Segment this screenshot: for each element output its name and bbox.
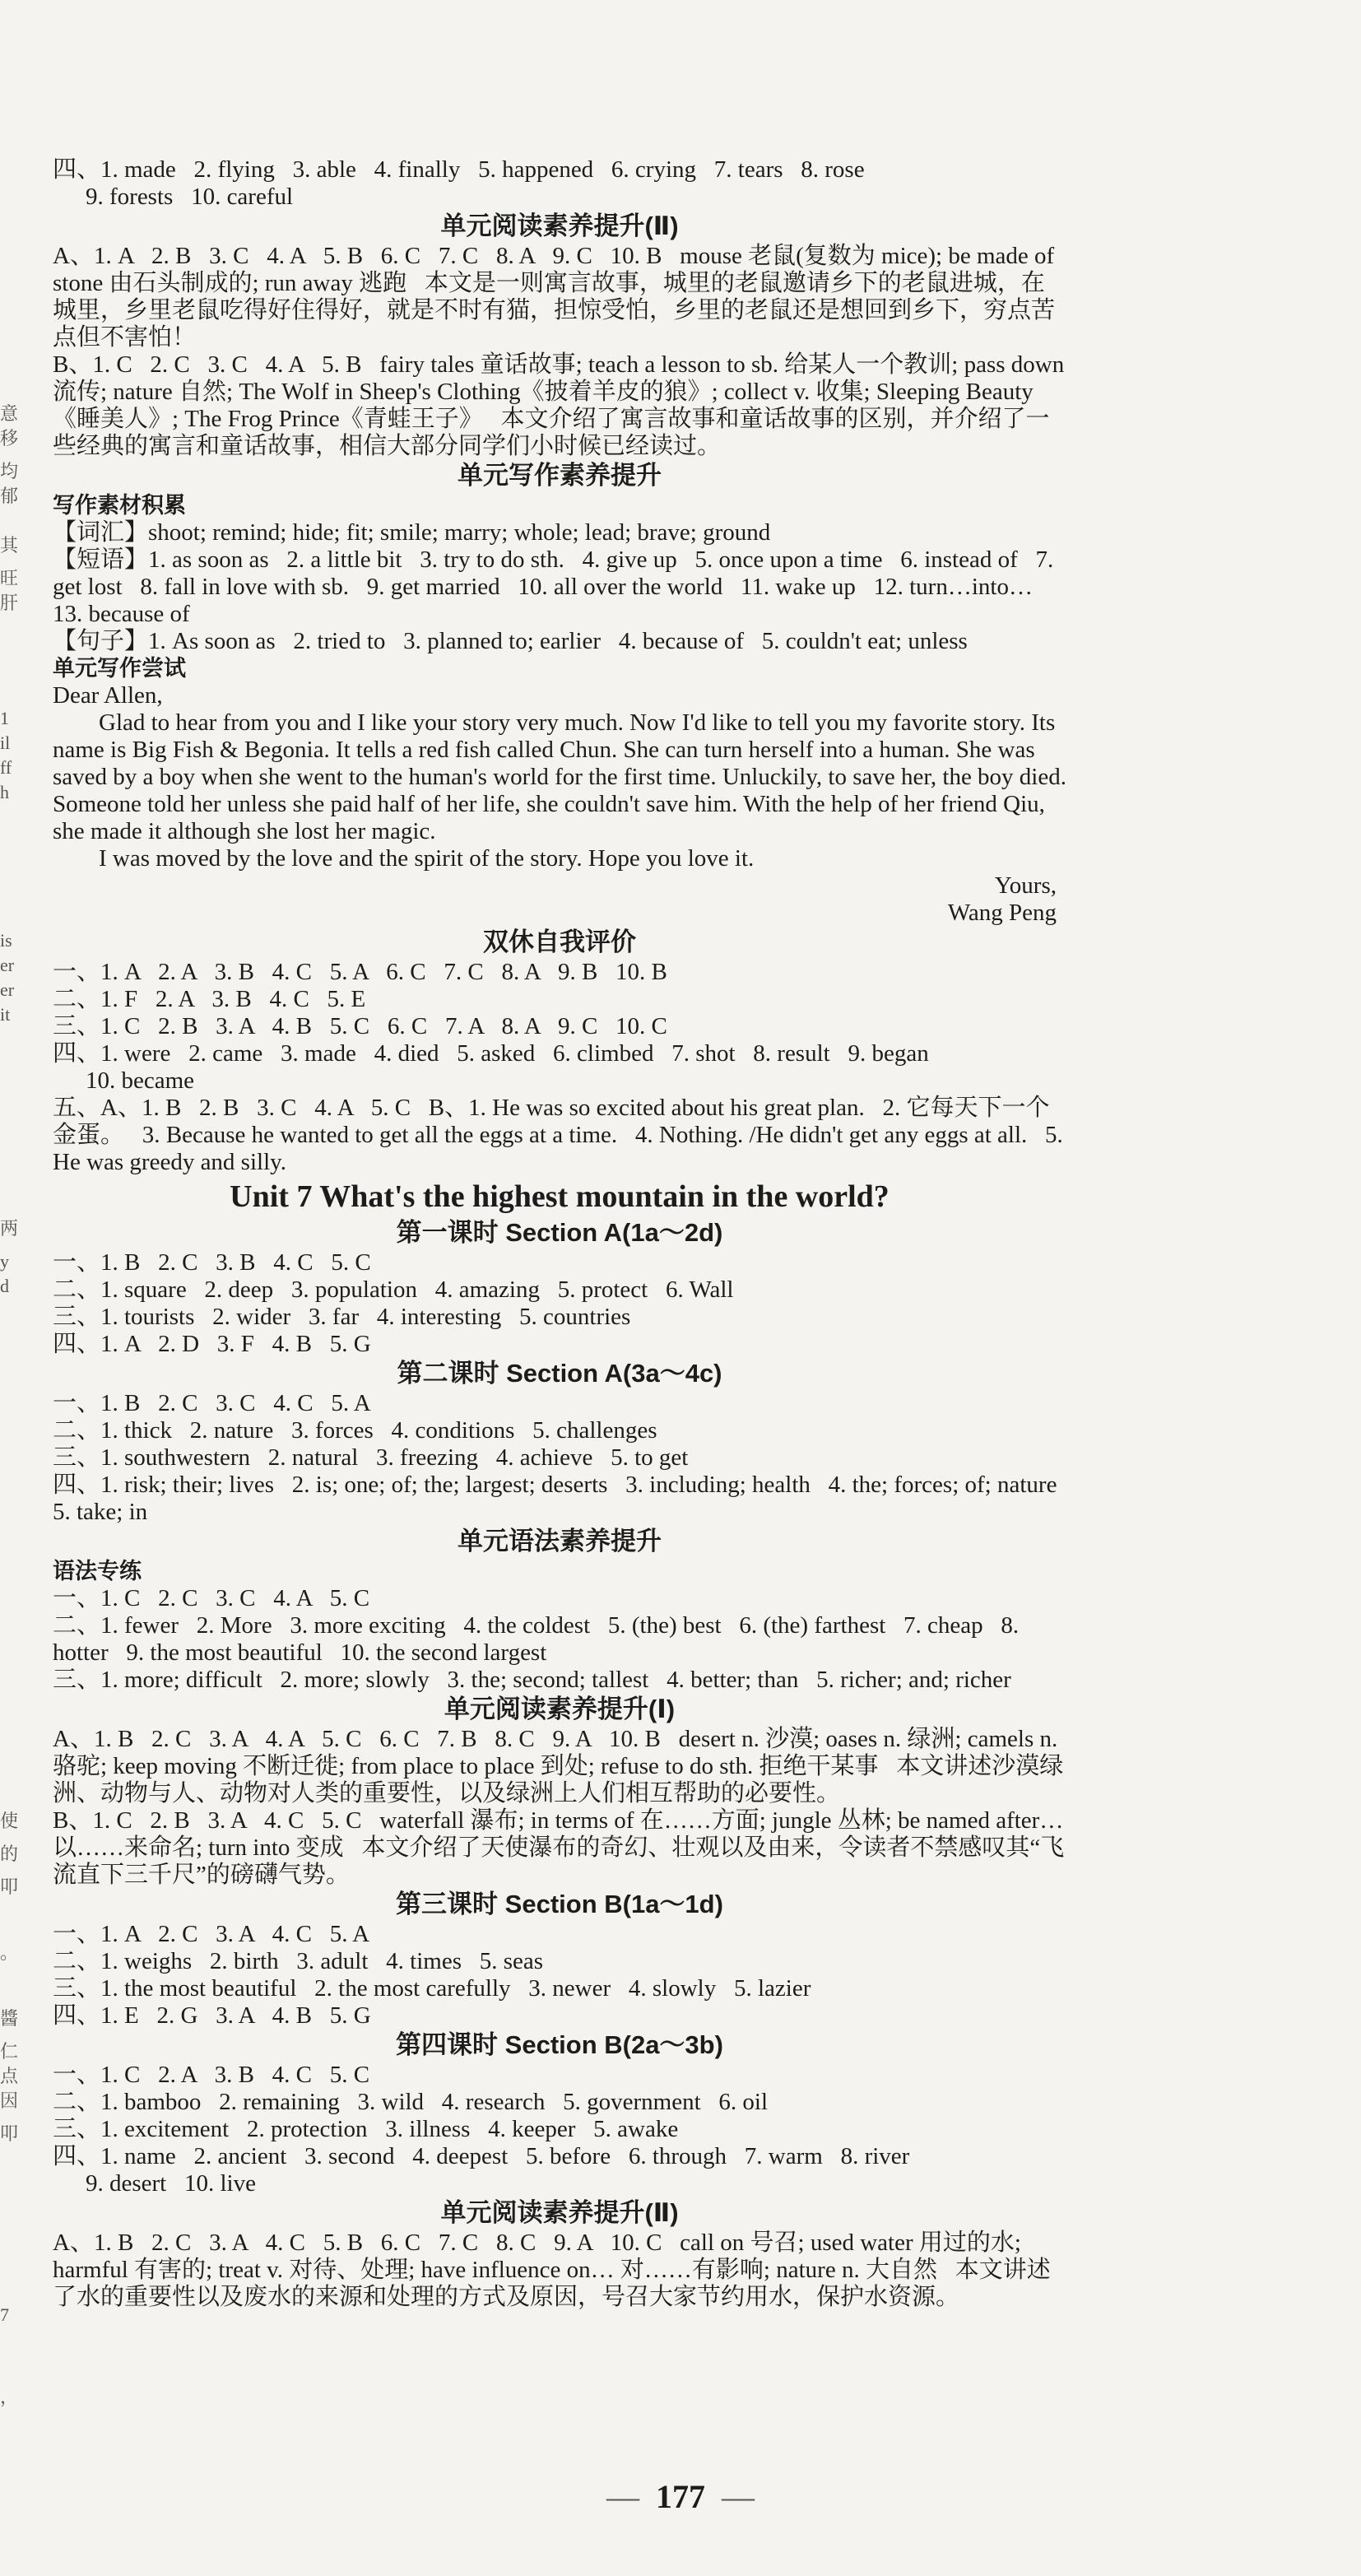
answer-line: 四、1. were 2. came 3. made 4. died 5. asked 6. climbed 7. shot 8. result 9. began bbox=[53, 1040, 929, 1067]
letter-paragraph: I was moved by the love and the spirit of the story. Hope you love it. bbox=[99, 845, 755, 872]
edge-mark: 。 bbox=[0, 1942, 19, 1963]
edge-mark: y bbox=[0, 1251, 9, 1272]
page-number-dash: — bbox=[606, 2478, 639, 2515]
edge-mark: 移 bbox=[0, 428, 19, 449]
edge-mark: 旺 bbox=[0, 568, 19, 588]
letter-closing: Yours, bbox=[994, 872, 1057, 899]
edge-mark: il bbox=[0, 732, 11, 753]
section-title-weekend: 双休自我评价 bbox=[483, 928, 636, 956]
answer-paragraph: 四、1. risk; their; lives 2. is; one; of; the; largest; deserts 3. including; health 4. the; forces; of; nature 5. take; in bbox=[53, 1472, 1075, 1525]
edge-mark: er bbox=[0, 955, 15, 975]
edge-mark: 叩 bbox=[0, 1876, 19, 1897]
answer-line: 三、1. excitement 2. protection 3. illness 4. keeper 5. awake bbox=[53, 2116, 679, 2142]
answer-paragraph: 【句子】1. As soon as 2. tried to 3. planned to; earlier 4. because of 5. couldn't eat; unless bbox=[53, 628, 968, 654]
answer-paragraph: A、1. B 2. C 3. A 4. A 5. C 6. C 7. B 8. C 9. A 10. B desert n. 沙漠; oases n. 绿洲; camels n. 骆驼; keep moving 不断迁徙; from place to place 到处; refuse to do sth. 拒绝干某事 本文讲述沙漠绿洲、动物与人、动物对人类的重要性，以及绿洲上人们相互帮助的必要性。 bbox=[53, 1726, 1064, 1806]
section-title-reading-1: 单元阅读素养提升(Ⅰ) bbox=[444, 1695, 676, 1723]
edge-mark: 意 bbox=[0, 403, 19, 424]
answer-line: 10. became bbox=[86, 1067, 195, 1094]
answer-line: 三、1. southwestern 2. natural 3. freezing 4. achieve 5. to get bbox=[53, 1444, 689, 1471]
letter-paragraph: Glad to hear from you and I like your story very much. Now I'd like to tell you my favorite story. Its name is Big Fish & Begonia. It tells a red fish called Chun. She can turn herself into a human. She was saved by a boy when she went to the human's world for the first time. Unluckily, to save her, the boy died. Someone told her unless she paid half of her life, she couldn't save him. With the help of her friend Qiu, she made it although she lost her magic. bbox=[53, 709, 1073, 844]
answer-line: 一、1. A 2. A 3. B 4. C 5. A 6. C 7. C 8. A 9. B 10. B bbox=[53, 959, 667, 985]
answer-line: 四、1. E 2. G 3. A 4. B 5. G bbox=[53, 2002, 371, 2029]
answer-line: 四、1. name 2. ancient 3. second 4. deepest 5. before 6. through 7. warm 8. river bbox=[53, 2143, 910, 2169]
answer-paragraph: A、1. B 2. C 3. A 4. C 5. B 6. C 7. C 8. C 9. A 10. C call on 号召; used water 用过的水; harmful 有害的; treat v. 对待、处理; have influence on… 对……有影响; nature n. 大自然 本文讲述了水的重要性以及废水的来源和处理的方式及原因，号召大家节约用水，保护水资源。 bbox=[53, 2230, 1051, 2310]
answer-line: 二、1. weighs 2. birth 3. adult 4. times 5. seas bbox=[53, 1948, 544, 1974]
page-number bbox=[0, 2477, 1361, 2516]
answer-line: 9. forests 10. careful bbox=[86, 184, 294, 210]
section-title-reading-2: 单元阅读素养提升(Ⅱ) bbox=[440, 212, 679, 240]
section-title-writing: 单元写作素养提升 bbox=[458, 461, 662, 490]
unit-title: Unit 7 What's the highest mountain in the world? bbox=[230, 1179, 890, 1214]
answer-line: 一、1. A 2. C 3. A 4. C 5. A bbox=[53, 1921, 370, 1947]
edge-mark: it bbox=[0, 1004, 11, 1025]
section-title-lesson-4: 第四课时 Section B(2a～3b) bbox=[396, 2030, 723, 2059]
section-title-reading-3: 单元阅读素养提升(Ⅱ) bbox=[440, 2198, 679, 2227]
edge-mark: d bbox=[0, 1276, 9, 1296]
edge-mark: 肝 bbox=[0, 593, 19, 613]
answer-line: 二、1. thick 2. nature 3. forces 4. conditions 5. challenges bbox=[53, 1417, 657, 1444]
answer-line: 一、1. C 2. C 3. C 4. A 5. C bbox=[53, 1585, 370, 1611]
answer-line: 二、1. F 2. A 3. B 4. C 5. E bbox=[53, 986, 366, 1012]
answer-line: 三、1. the most beautiful 2. the most carefully 3. newer 4. slowly 5. lazier bbox=[53, 1975, 811, 2002]
answer-paragraph: A、1. A 2. B 3. C 4. A 5. B 6. C 7. C 8. A 9. C 10. B mouse 老鼠(复数为 mice); be made of stone 由石头制成的; run away 逃跑 本文是一则寓言故事，城里的老鼠邀请乡下的老鼠进城，在城里，乡里老鼠吃得好住得好，就是不时有猫，担惊受怕，乡里的老鼠还是想回到乡下，穷点苦点但不害怕！ bbox=[53, 243, 1061, 351]
edge-mark: 1 bbox=[0, 708, 9, 728]
answer-line: 四、1. made 2. flying 3. able 4. finally 5. happened 6. crying 7. tears 8. rose bbox=[53, 156, 865, 183]
edge-mark: 7 bbox=[0, 2304, 9, 2325]
answer-paragraph: 五、A、1. B 2. B 3. C 4. A 5. C B、1. He was so excited about his great plan. 2. 它每天下一个金蛋。 3. Because he wanted to get all the eggs at a time. 4. Nothing. /He didn't get any eggs at all. 5. He was greedy and silly. bbox=[53, 1095, 1070, 1175]
answer-line: 9. desert 10. live bbox=[86, 2170, 256, 2197]
edge-mark: 点 bbox=[0, 2066, 19, 2086]
section-title-lesson-3: 第三课时 Section B(1a～1d) bbox=[396, 1890, 723, 1918]
answer-line: 【词汇】shoot; remind; hide; fit; smile; marry; whole; lead; brave; ground bbox=[53, 519, 771, 546]
answer-paragraph: 二、1. fewer 2. More 3. more exciting 4. the coldest 5. (the) best 6. (the) farthest 7. cheap 8. hotter 9. the most beautiful 10. the second largest bbox=[53, 1612, 1025, 1666]
edge-mark: 的 bbox=[0, 1844, 19, 1864]
answer-line: 三、1. tourists 2. wider 3. far 4. interesting 5. countries bbox=[53, 1304, 631, 1330]
answer-line: 四、1. A 2. D 3. F 4. B 5. G bbox=[53, 1331, 371, 1357]
answer-paragraph: B、1. C 2. C 3. C 4. A 5. B fairy tales 童话故事; teach a lesson to sb. 给某人一个教训; pass down 流传; nature 自然; The Wolf in Sheep's Clothing《披着羊皮的狼》; collect v. 收集; Sleeping Beauty《睡美人》; The Frog Prince《青蛙王子》 本文介绍了寓言故事和童话故事的区别，并介绍了一些经典的寓言和童话故事，相信大部分同学们小时候已经读过。 bbox=[53, 351, 1071, 459]
answer-paragraph: 三、1. more; difficult 2. more; slowly 3. the; second; tallest 4. better; than 5. richer; and; richer bbox=[53, 1667, 1011, 1693]
answer-paragraph: 【短语】1. as soon as 2. a little bit 3. try to do sth. 4. give up 5. once upon a time 6. instead of 7. get lost 8. fall in love with sb. 9. get married 10. all over the world 11. wake up 12. turn…into… 13. because of bbox=[53, 546, 1060, 627]
subsection-title: 语法专练 bbox=[53, 1559, 142, 1583]
page-number-dash: — bbox=[722, 2478, 755, 2515]
edge-mark: ff bbox=[0, 757, 12, 778]
section-title-lesson-2: 第二课时 Section A(3a～4c) bbox=[397, 1359, 722, 1388]
edge-mark: 醬 bbox=[0, 2008, 19, 2029]
answer-line: 三、1. C 2. B 3. A 4. B 5. C 6. C 7. A 8. A 9. C 10. C bbox=[53, 1013, 667, 1039]
edge-mark: er bbox=[0, 979, 15, 1000]
answer-line: 二、1. bamboo 2. remaining 3. wild 4. research 5. government 6. oil bbox=[53, 2089, 769, 2115]
section-title-lesson-1: 第一课时 Section A(1a～2d) bbox=[396, 1218, 723, 1247]
letter-signature: Wang Peng bbox=[947, 900, 1057, 926]
page-number-value: 177 bbox=[656, 2478, 705, 2515]
edge-mark: 使 bbox=[0, 1811, 19, 1831]
edge-mark: 郁 bbox=[0, 486, 19, 506]
answer-key-page bbox=[53, 156, 1075, 2311]
edge-mark: h bbox=[0, 782, 9, 802]
edge-mark: is bbox=[0, 930, 12, 951]
edge-mark: 其 bbox=[0, 535, 19, 556]
edge-mark: ， bbox=[0, 2387, 19, 2407]
letter-salutation: Dear Allen, bbox=[53, 682, 163, 709]
answer-line: 一、1. B 2. C 3. C 4. C 5. A bbox=[53, 1390, 371, 1416]
subsection-title: 单元写作尝试 bbox=[53, 656, 186, 681]
subsection-title: 写作素材积累 bbox=[53, 493, 186, 518]
answer-line: 一、1. C 2. A 3. B 4. C 5. C bbox=[53, 2062, 370, 2088]
edge-mark: 仁 bbox=[0, 2041, 19, 2062]
edge-mark: 因 bbox=[0, 2090, 19, 2111]
answer-line: 二、1. square 2. deep 3. population 4. amazing 5. protect 6. Wall bbox=[53, 1276, 734, 1303]
section-title-grammar: 单元语法素养提升 bbox=[458, 1527, 662, 1555]
edge-mark: 均 bbox=[0, 461, 19, 481]
edge-mark: 叩 bbox=[0, 2123, 19, 2144]
edge-mark: 两 bbox=[0, 1218, 19, 1239]
answer-line: 一、1. B 2. C 3. B 4. C 5. C bbox=[53, 1249, 371, 1276]
answer-paragraph: B、1. C 2. B 3. A 4. C 5. C waterfall 瀑布; in terms of 在……方面; jungle 丛林; be named after…以……来命名; turn into 变成 本文介绍了天使瀑布的奇幻、壮观以及由来，令读者不禁感叹其“飞流直下三千尺”的磅礴气势。 bbox=[53, 1807, 1065, 1888]
